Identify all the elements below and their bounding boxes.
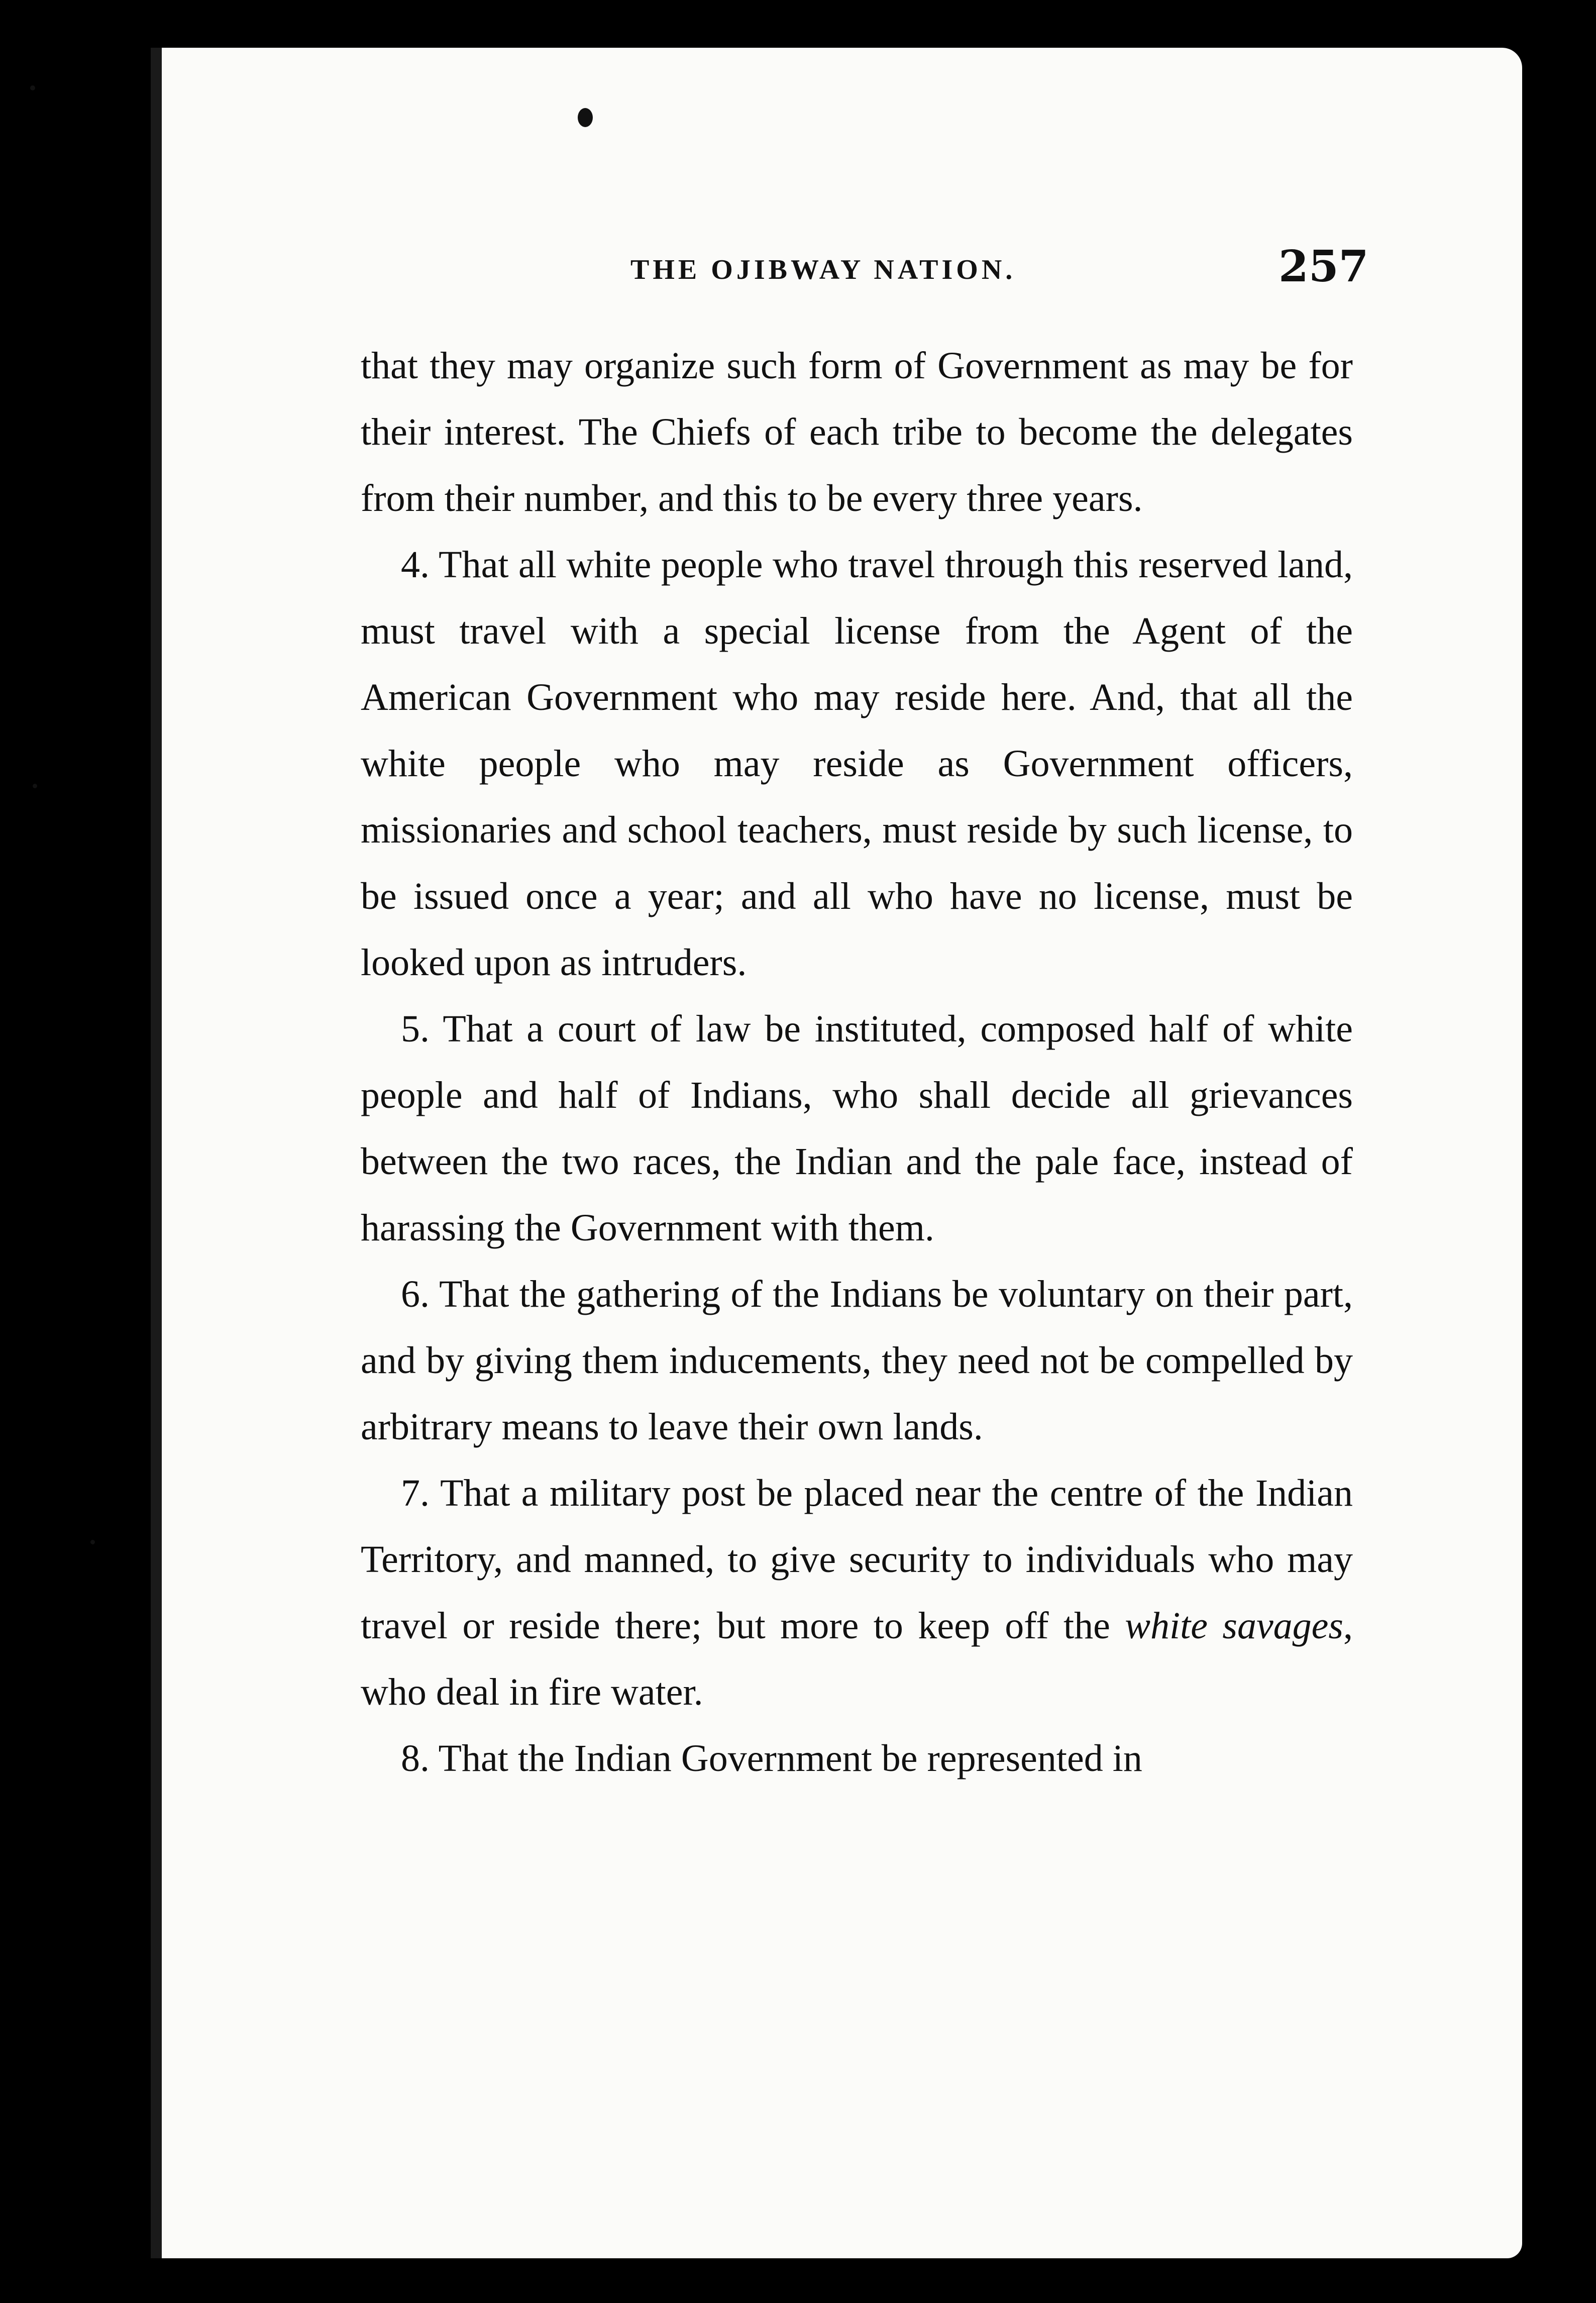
paragraph-item-8: 8. That the Indian Government be represented in xyxy=(401,1737,1142,1779)
ink-speck xyxy=(33,784,37,788)
paragraph-item-5: 5. That a court of law be instituted, composed half of white people and half of Indians, who shall decide all grievances between the two races, the Indian and the pale face, instead of harassing the Government with them. xyxy=(361,1008,1353,1249)
paragraph-item-7-italic: white savages xyxy=(1125,1605,1343,1647)
paragraph-item-7-text-end: , who deal in fire water. xyxy=(361,1605,1353,1713)
paragraph-item-4: 4. That all white people who travel through this reserved land, must travel with a special license from the Agent of the American Government who may reside here. And, that all the white people who may reside as Government officers, missionaries and school teachers, must reside by such license, to be issued once a year; and all who have no license, must be looked upon as intruders. xyxy=(361,544,1353,984)
paragraph-continuation: that they may organize such form of Government as may be for their interest. The Chiefs of each tribe to become the delegates from their number, and this to be every three years. xyxy=(361,345,1353,519)
ink-speck xyxy=(578,108,593,127)
paragraph-item-7 xyxy=(361,1460,1353,1725)
page-number: 257 xyxy=(1279,241,1369,292)
page-binding-edge xyxy=(151,48,162,2258)
paragraph-item-7-text: 7. That a military post be placed near the centre of the Indian Territory, and manned, to give security to individuals who may travel or reside there; but more to keep off the xyxy=(361,1472,1353,1647)
paragraph-item-6: 6. That the gathering of the Indians be voluntary on their part, and by giving them inducements, they need not be compelled by arbitrary means to leave their own lands. xyxy=(361,1273,1353,1448)
running-head: THE OJIBWAY NATION. xyxy=(630,254,1016,285)
ink-speck xyxy=(30,85,35,90)
body-text xyxy=(361,333,1353,1792)
ink-speck xyxy=(90,1540,95,1544)
